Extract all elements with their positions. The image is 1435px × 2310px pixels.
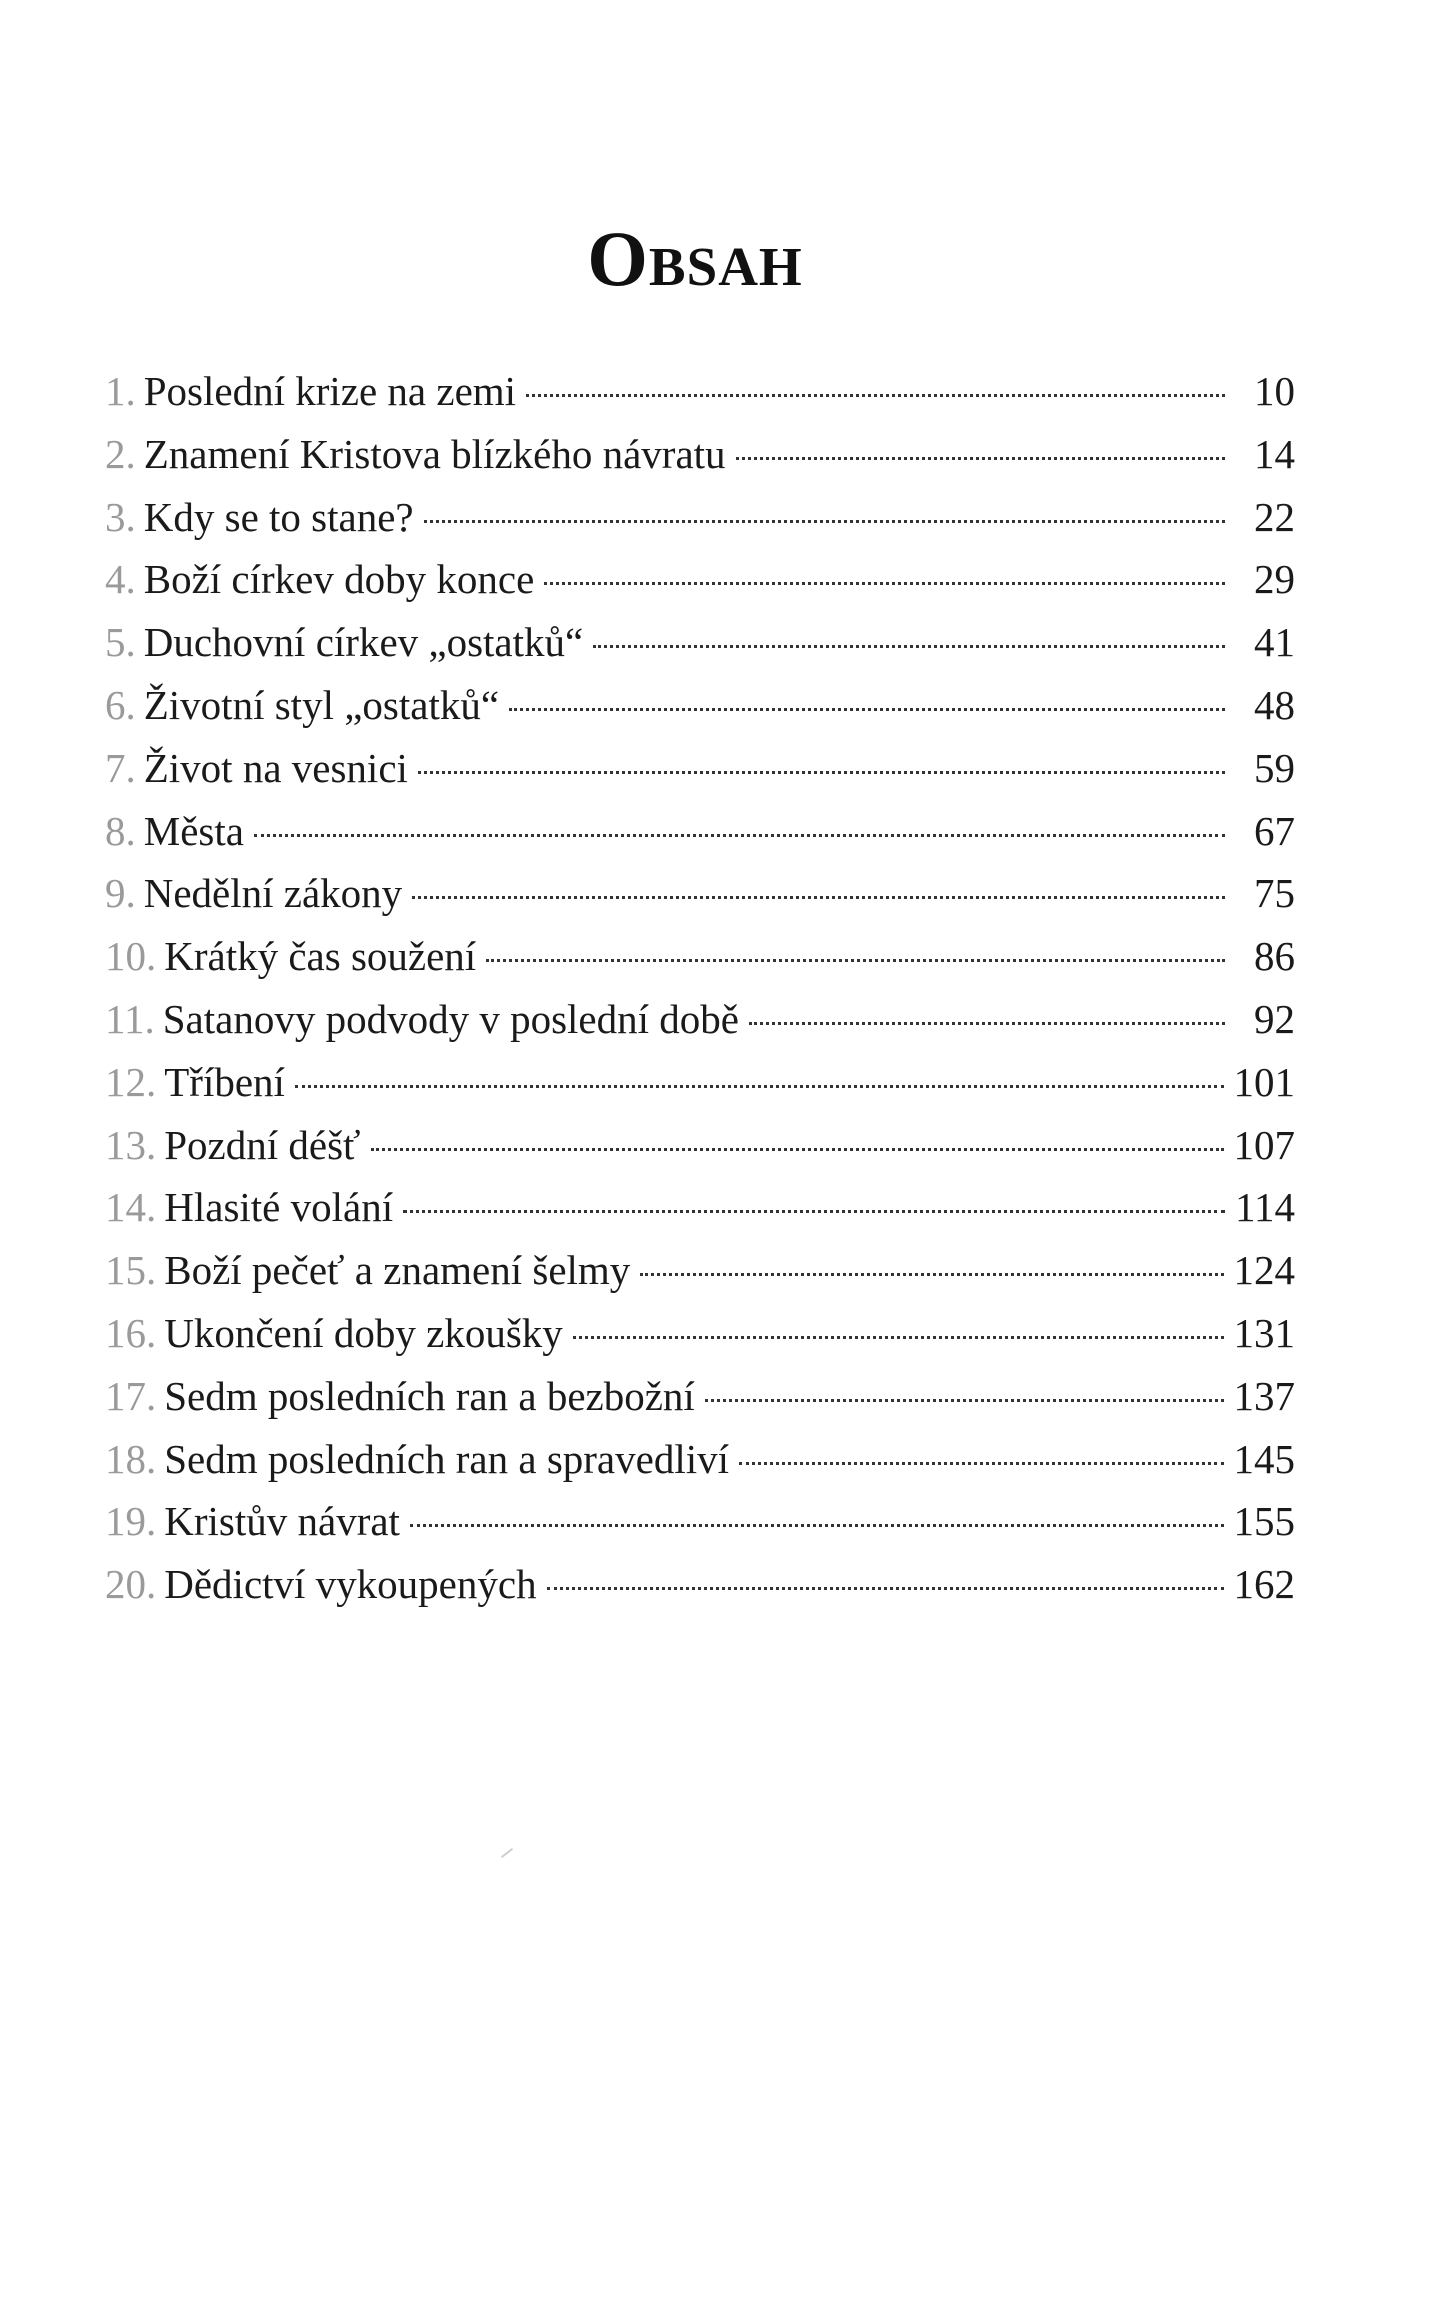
dot-leader	[509, 708, 1225, 711]
dot-leader	[573, 1336, 1224, 1339]
toc-entry-page: 29	[1254, 556, 1295, 603]
toc-entry	[105, 1239, 1295, 1302]
toc-entry-number: 2.	[105, 430, 136, 477]
toc-entry-page: 67	[1254, 807, 1295, 854]
toc-entry	[105, 1490, 1295, 1553]
toc-entry-number: 1.	[105, 368, 136, 414]
toc-entry-title: Nedělní zákony	[143, 870, 403, 917]
toc-entry-number: 9.	[105, 870, 136, 917]
toc-entry-title: Krátký čas soužení	[164, 933, 477, 980]
toc-entry	[105, 925, 1295, 988]
dot-leader	[371, 1148, 1224, 1151]
toc-entry	[105, 1553, 1295, 1616]
dot-leader	[736, 457, 1225, 460]
dot-leader	[547, 1587, 1224, 1590]
toc-entry-title: Znamení Kristova blízkého návratu	[143, 430, 726, 477]
toc-entry	[105, 737, 1295, 800]
toc-entry-page: 41	[1254, 619, 1295, 666]
toc-entry-page: 101	[1233, 1058, 1295, 1105]
toc-entry-number: 13.	[105, 1121, 157, 1168]
toc-entry	[105, 862, 1295, 925]
toc-entry-number: 20.	[105, 1561, 157, 1608]
toc-entry-page: 59	[1254, 744, 1295, 791]
toc-entry-number: 10.	[105, 933, 157, 980]
dot-leader	[254, 834, 1225, 837]
dot-leader	[418, 771, 1225, 774]
dot-leader	[749, 1022, 1225, 1025]
toc-entry-number: 5.	[105, 619, 136, 666]
toc-entry-page: 145	[1233, 1435, 1295, 1482]
dot-leader	[295, 1085, 1224, 1088]
toc-entry-title: Sedm posledních ran a bezbožní	[164, 1372, 695, 1419]
toc-entry-page: 86	[1254, 933, 1295, 980]
toc-entry-title: Ukončení doby zkoušky	[164, 1309, 563, 1356]
dot-leader	[640, 1273, 1223, 1276]
dot-leader	[544, 582, 1225, 585]
toc-entry	[105, 800, 1295, 863]
paper-mark	[501, 1848, 513, 1858]
toc-entry-number: 16.	[105, 1309, 157, 1356]
toc-entry	[105, 988, 1295, 1051]
toc-entry-page: 48	[1254, 681, 1295, 728]
toc-entry-number: 19.	[105, 1498, 157, 1545]
toc-entry-title: Boží církev doby konce	[143, 556, 535, 603]
toc-entry-number: 7.	[105, 744, 136, 791]
toc-entry-number: 15.	[105, 1247, 157, 1294]
toc-entry	[105, 674, 1295, 737]
toc-entry-title: Kdy se to stane?	[143, 493, 414, 540]
dot-leader	[486, 959, 1225, 962]
toc-entry-number: 6.	[105, 681, 136, 728]
toc-entry-page: 114	[1235, 1184, 1295, 1231]
toc-entry-number: 11.	[105, 995, 155, 1042]
toc-entry-title: Sedm posledních ran a spravedliví	[164, 1435, 730, 1482]
toc-entry-page: 137	[1233, 1372, 1295, 1419]
toc-entry	[105, 1114, 1295, 1177]
dot-leader	[424, 520, 1225, 523]
toc-entry-number: 8.	[105, 807, 136, 854]
toc-entry-title: Dědictví vykoupených	[164, 1561, 537, 1608]
toc-entry	[105, 611, 1295, 674]
toc-entry-title: Boží pečeť a znamení šelmy	[164, 1247, 631, 1294]
toc-entry-page: 75	[1254, 870, 1295, 917]
toc-entry-title: Život na vesnici	[143, 744, 408, 791]
toc-entry-title: Duchovní církev „ostatků“	[143, 619, 584, 666]
toc-entry	[105, 1428, 1295, 1491]
toc-entry-page: 124	[1233, 1247, 1295, 1294]
toc-entry-page: 107	[1233, 1121, 1295, 1168]
dot-leader	[526, 394, 1225, 397]
toc-entry	[105, 486, 1295, 549]
dot-leader	[403, 1210, 1225, 1213]
toc-entry-page: 162	[1233, 1561, 1295, 1608]
toc-entry-number: 3.	[105, 493, 136, 540]
table-of-contents	[105, 360, 1295, 1616]
toc-entry	[105, 1176, 1295, 1239]
dot-leader	[705, 1399, 1224, 1402]
dot-leader	[739, 1462, 1223, 1465]
toc-entry-page: 10	[1254, 368, 1295, 414]
toc-entry-page: 14	[1254, 430, 1295, 477]
toc-entry-title: Poslední krize na zemi	[143, 368, 517, 414]
toc-entry-page: 22	[1254, 493, 1295, 540]
toc-entry-title: Satanovy podvody v poslední době	[162, 995, 739, 1042]
page-title: Obsah	[587, 215, 803, 303]
toc-entry-title: Hlasité volání	[164, 1184, 394, 1231]
toc-entry-number: 12.	[105, 1058, 157, 1105]
toc-entry	[105, 548, 1295, 611]
toc-entry	[105, 1365, 1295, 1428]
toc-entry-number: 14.	[105, 1184, 157, 1231]
toc-entry-number: 17.	[105, 1372, 157, 1419]
toc-entry-page: 155	[1233, 1498, 1295, 1545]
toc-entry-title: Životní styl „ostatků“	[143, 681, 500, 728]
dot-leader	[412, 896, 1225, 899]
toc-entry	[105, 423, 1295, 486]
toc-entry-number: 18.	[105, 1435, 157, 1482]
toc-entry-title: Tříbení	[164, 1058, 285, 1105]
toc-entry	[105, 360, 1295, 423]
toc-entry-title: Kristův návrat	[164, 1498, 400, 1545]
dot-leader	[593, 645, 1225, 648]
toc-entry-page: 131	[1233, 1309, 1295, 1356]
toc-entry-number: 4.	[105, 556, 136, 603]
toc-entry-page: 92	[1254, 995, 1295, 1042]
toc-entry-title: Pozdní déšť	[164, 1121, 361, 1168]
toc-entry	[105, 1302, 1295, 1365]
toc-entry	[105, 1051, 1295, 1114]
toc-entry-title: Města	[143, 807, 244, 854]
dot-leader	[410, 1524, 1224, 1527]
